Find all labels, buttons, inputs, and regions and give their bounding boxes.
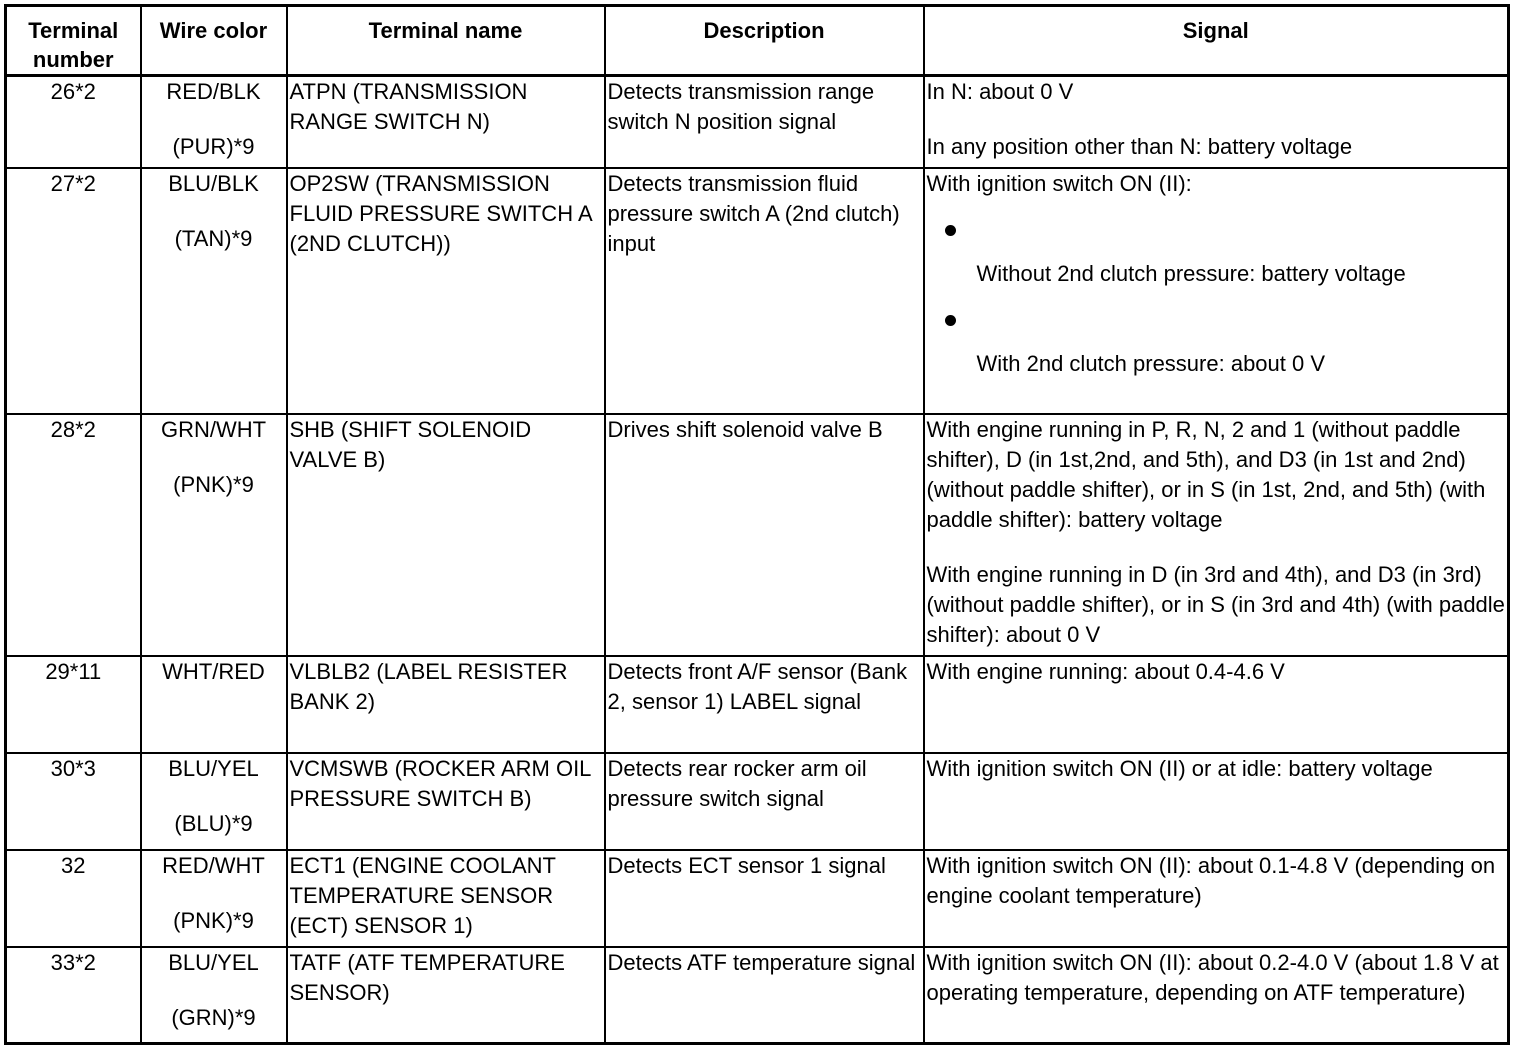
table-row bbox=[6, 414, 1509, 656]
table-row bbox=[6, 168, 1509, 414]
signal bbox=[924, 76, 1509, 168]
signal bbox=[924, 753, 1509, 850]
terminal-number: 32 bbox=[6, 850, 141, 947]
wire-color-primary: WHT/RED bbox=[162, 658, 265, 684]
signal-bullet: Without 2nd clutch pressure: battery voltage bbox=[976, 260, 1406, 286]
wire-color bbox=[141, 753, 287, 850]
signal-line: With engine running: about 0.4-4.6 V bbox=[926, 658, 1285, 684]
signal bbox=[924, 947, 1509, 1044]
wire-color bbox=[141, 76, 287, 168]
signal-line: With ignition switch ON (II): about 0.1-4.8 V (depending on engine coolant temperature) bbox=[926, 852, 1496, 908]
header-row bbox=[6, 6, 1509, 76]
terminal-name: ATPN (TRANSMISSION RANGE SWITCH N) bbox=[287, 76, 605, 168]
terminal-number: 26*2 bbox=[6, 76, 141, 168]
signal bbox=[924, 414, 1509, 656]
signal bbox=[924, 850, 1509, 947]
terminal-name: SHB (SHIFT SOLENOID VALVE B) bbox=[287, 414, 605, 656]
wire-color-alt: (TAN)*9 bbox=[174, 225, 253, 251]
terminal-name: ECT1 (ENGINE COOLANT TEMPERATURE SENSOR (ECT) SENSOR 1) bbox=[287, 850, 605, 947]
bullet-icon bbox=[927, 199, 1506, 244]
wire-color-primary: BLU/BLK bbox=[168, 170, 259, 196]
signal-line: With engine running in D (in 3rd and 4th), and D3 (in 3rd) (without paddle shifter), or in S (in 3rd and 4th) (with paddle shifter): about 0 V bbox=[926, 561, 1505, 647]
terminal-number: 29*11 bbox=[6, 656, 141, 753]
wire-color-alt: (PUR)*9 bbox=[172, 134, 255, 159]
wire-color-alt: (BLU)*9 bbox=[174, 810, 253, 836]
wire-color bbox=[141, 947, 287, 1044]
description: Detects front A/F sensor (Bank 2, sensor 1) LABEL signal bbox=[605, 656, 924, 753]
wire-color-primary: RED/BLK bbox=[166, 79, 261, 104]
table-row bbox=[6, 947, 1509, 1044]
wire-color bbox=[141, 414, 287, 656]
signal-line: With ignition switch ON (II): bbox=[926, 170, 1192, 196]
wire-color-alt: (PNK)*9 bbox=[173, 471, 254, 497]
signal-line: In any position other than N: battery voltage bbox=[926, 134, 1353, 159]
description: Detects transmission fluid pressure switch A (2nd clutch) input bbox=[605, 168, 924, 414]
header-terminal-name: Terminal name bbox=[287, 6, 605, 76]
terminal-number: 30*3 bbox=[6, 753, 141, 850]
wire-color-primary: BLU/YEL bbox=[168, 949, 259, 975]
description: Detects ECT sensor 1 signal bbox=[605, 850, 924, 947]
table-row bbox=[6, 656, 1509, 753]
description: Detects ATF temperature signal bbox=[605, 947, 924, 1044]
wire-color bbox=[141, 168, 287, 414]
signal bbox=[924, 656, 1509, 753]
header-description: Description bbox=[605, 6, 924, 76]
terminal-table bbox=[4, 4, 1510, 1045]
terminal-name: VLBLB2 (LABEL RESISTER BANK 2) bbox=[287, 656, 605, 753]
description: Detects transmission range switch N position signal bbox=[605, 76, 924, 168]
wire-color-primary: RED/WHT bbox=[162, 852, 265, 878]
table-row bbox=[6, 76, 1509, 168]
signal bbox=[924, 168, 1509, 414]
signal-line: In N: about 0 V bbox=[926, 79, 1074, 104]
terminal-name: VCMSWB (ROCKER ARM OIL PRESSURE SWITCH B) bbox=[287, 753, 605, 850]
wire-color-alt: (GRN)*9 bbox=[171, 1004, 256, 1030]
header-signal: Signal bbox=[924, 6, 1509, 76]
bullet-icon bbox=[927, 289, 1506, 334]
description: Drives shift solenoid valve B bbox=[605, 414, 924, 656]
table-row bbox=[6, 850, 1509, 947]
wire-color bbox=[141, 850, 287, 947]
header-terminal-number: Terminal number bbox=[6, 6, 141, 76]
signal-line: With engine running in P, R, N, 2 and 1 (without paddle shifter), D (in 1st,2nd, and 5th), and D3 (in 1st and 2nd) (without paddle shifter), or in S (in 1st, 2nd, and 5th) (with paddle shifter): battery voltage bbox=[926, 416, 1486, 532]
signal-line: With ignition switch ON (II): about 0.2-4.0 V (about 1.8 V at operating temperature, depending on ATF temperature) bbox=[926, 949, 1499, 1005]
signal-line: With ignition switch ON (II) or at idle: battery voltage bbox=[926, 755, 1433, 781]
wire-color bbox=[141, 656, 287, 753]
wire-color-alt: (PNK)*9 bbox=[173, 907, 254, 933]
terminal-name: TATF (ATF TEMPERATURE SENSOR) bbox=[287, 947, 605, 1044]
wire-color-primary: BLU/YEL bbox=[168, 755, 259, 781]
header-wire-color: Wire color bbox=[141, 6, 287, 76]
description: Detects rear rocker arm oil pressure switch signal bbox=[605, 753, 924, 850]
signal-bullet: With 2nd clutch pressure: about 0 V bbox=[976, 350, 1326, 376]
table-row bbox=[6, 753, 1509, 850]
terminal-number: 27*2 bbox=[6, 168, 141, 414]
terminal-number: 33*2 bbox=[6, 947, 141, 1044]
terminal-name: OP2SW (TRANSMISSION FLUID PRESSURE SWITCH A (2ND CLUTCH)) bbox=[287, 168, 605, 414]
terminal-number: 28*2 bbox=[6, 414, 141, 656]
wire-color-primary: GRN/WHT bbox=[160, 416, 267, 442]
